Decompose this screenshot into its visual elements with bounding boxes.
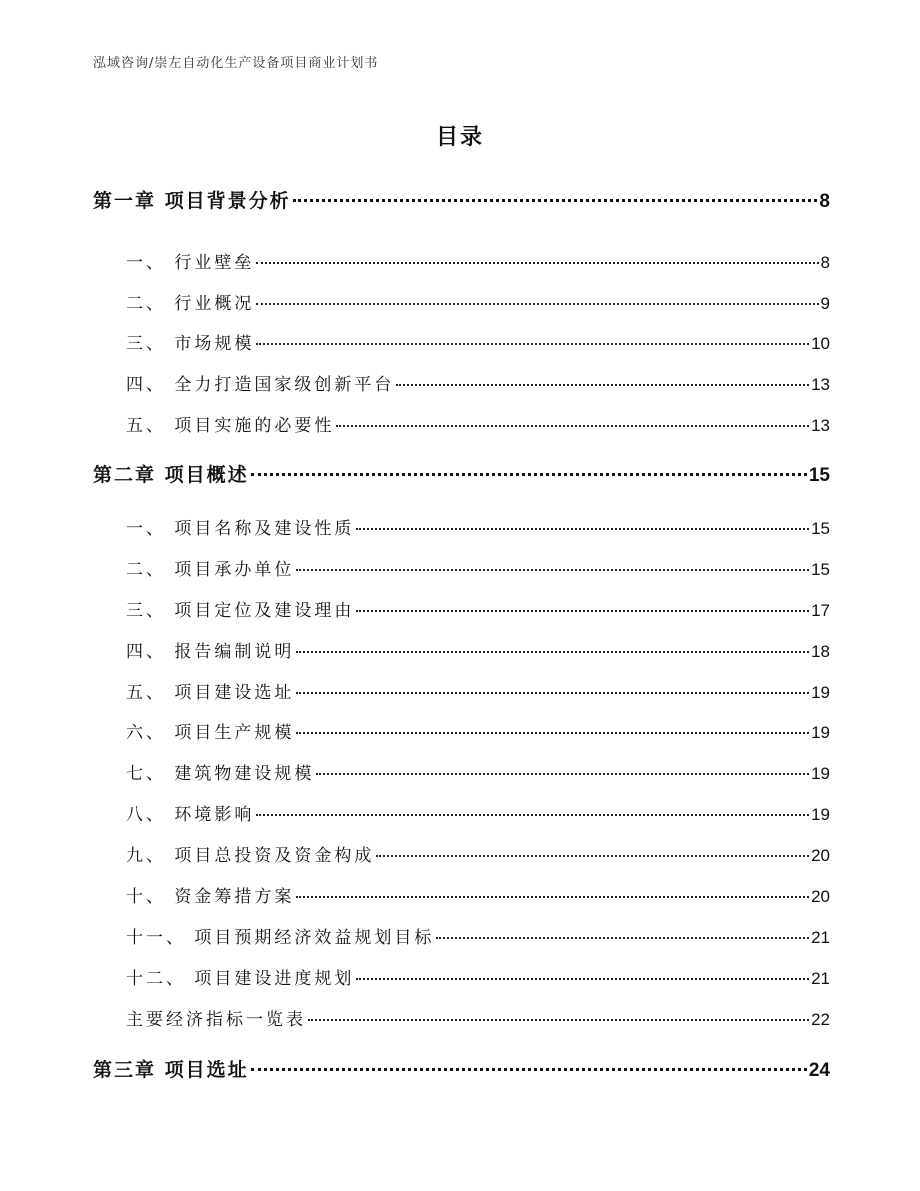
dot-leader xyxy=(356,528,809,530)
toc-entry-label: 八、 环境影响 xyxy=(126,805,255,825)
toc-page-number: 19 xyxy=(811,683,830,702)
toc-page-number: 20 xyxy=(811,887,830,906)
dot-leader xyxy=(296,732,809,734)
toc-page-number: 19 xyxy=(811,764,830,783)
toc-section-entry[interactable] xyxy=(126,329,830,354)
toc-page-number: 15 xyxy=(811,560,830,579)
toc-page-number: 10 xyxy=(811,334,830,353)
dot-leader xyxy=(256,343,809,345)
toc-page-number: 18 xyxy=(811,642,830,661)
dot-leader xyxy=(296,651,809,653)
toc-entry-label: 二、 项目承办单位 xyxy=(126,560,295,580)
toc-section-entry[interactable] xyxy=(126,411,830,436)
dot-leader xyxy=(308,1019,809,1021)
toc-section-entry[interactable] xyxy=(126,514,830,539)
toc-entry-label: 六、 项目生产规模 xyxy=(126,723,295,743)
dot-leader xyxy=(296,569,809,571)
dot-leader xyxy=(256,303,818,305)
toc-entry-label: 第一章 项目背景分析 xyxy=(93,190,291,212)
toc-chapter-entry[interactable] xyxy=(93,460,830,487)
toc-page-number: 19 xyxy=(811,805,830,824)
toc-entry-label: 七、 建筑物建设规模 xyxy=(126,764,315,784)
running-header: 泓域咨询/崇左自动化生产设备项目商业计划书 xyxy=(93,56,379,71)
dot-leader xyxy=(436,937,809,939)
dot-leader xyxy=(293,199,818,202)
dot-leader xyxy=(356,978,809,980)
toc-entry-label: 十、 资金筹措方案 xyxy=(126,887,295,907)
toc-page-number: 13 xyxy=(811,416,830,435)
dot-leader xyxy=(336,425,809,427)
toc-page-number: 24 xyxy=(808,1060,830,1081)
toc-section-entry[interactable] xyxy=(126,718,830,743)
toc-section-entry[interactable] xyxy=(126,248,830,273)
toc-chapter-entry[interactable] xyxy=(93,186,830,213)
toc-page-number: 20 xyxy=(811,846,830,865)
dot-leader xyxy=(376,855,809,857)
toc-page-number: 22 xyxy=(811,1010,830,1029)
toc-chapter-entry[interactable] xyxy=(93,1055,830,1082)
toc-section-entry[interactable] xyxy=(126,964,830,989)
toc-entry-label: 一、 项目名称及建设性质 xyxy=(126,519,355,539)
toc-entry-label: 二、 行业概况 xyxy=(126,294,255,314)
toc-page-number: 21 xyxy=(811,969,830,988)
toc-section-entry[interactable] xyxy=(126,370,830,395)
toc-section-entry[interactable] xyxy=(126,596,830,621)
toc-section-entry[interactable] xyxy=(126,637,830,662)
toc-entry-label: 三、 项目定位及建设理由 xyxy=(126,601,355,621)
toc-page-number: 21 xyxy=(811,928,830,947)
toc-entry-label: 十一、 项目预期经济效益规划目标 xyxy=(126,928,435,948)
dot-leader xyxy=(251,473,807,476)
toc-entry-label: 四、 报告编制说明 xyxy=(126,642,295,662)
toc-section-entry[interactable] xyxy=(126,841,830,866)
dot-leader xyxy=(256,262,818,264)
dot-leader xyxy=(396,384,809,386)
dot-leader xyxy=(256,814,809,816)
toc-entry-label: 四、 全力打造国家级创新平台 xyxy=(126,375,395,395)
toc-entry-label: 第三章 项目选址 xyxy=(93,1059,249,1081)
dot-leader xyxy=(251,1068,807,1071)
toc-page-number: 15 xyxy=(808,465,830,486)
toc-entry-label: 十二、 项目建设进度规划 xyxy=(126,969,355,989)
toc-section-entry[interactable] xyxy=(126,678,830,703)
toc-entry-label: 九、 项目总投资及资金构成 xyxy=(126,846,375,866)
dot-leader xyxy=(296,896,809,898)
toc-section-entry[interactable] xyxy=(126,555,830,580)
toc-page-number: 8 xyxy=(820,253,830,272)
dot-leader xyxy=(356,610,809,612)
toc-page-number: 19 xyxy=(811,723,830,742)
toc-page-number: 13 xyxy=(811,375,830,394)
toc-entry-label: 五、 项目实施的必要性 xyxy=(126,416,335,436)
dot-leader xyxy=(296,692,809,694)
toc-page-number: 15 xyxy=(811,519,830,538)
toc-entry-label: 五、 项目建设选址 xyxy=(126,683,295,703)
toc-entry-label: 第二章 项目概述 xyxy=(93,464,249,486)
toc-page-number: 8 xyxy=(819,191,830,212)
toc-section-entry[interactable] xyxy=(126,759,830,784)
toc-page-number: 17 xyxy=(811,601,830,620)
dot-leader xyxy=(316,773,809,775)
toc-section-entry[interactable] xyxy=(126,289,830,314)
toc-page-number: 9 xyxy=(820,294,830,313)
toc-entry-label: 一、 行业壁垒 xyxy=(126,253,255,273)
toc-section-entry[interactable] xyxy=(126,800,830,825)
toc-entry-label: 三、 市场规模 xyxy=(126,334,255,354)
toc-section-entry[interactable] xyxy=(126,1005,830,1030)
toc-section-entry[interactable] xyxy=(126,882,830,907)
toc-entry-label: 主要经济指标一览表 xyxy=(126,1010,306,1030)
toc-section-entry[interactable] xyxy=(126,923,830,948)
toc-title: 目录 xyxy=(435,125,484,150)
